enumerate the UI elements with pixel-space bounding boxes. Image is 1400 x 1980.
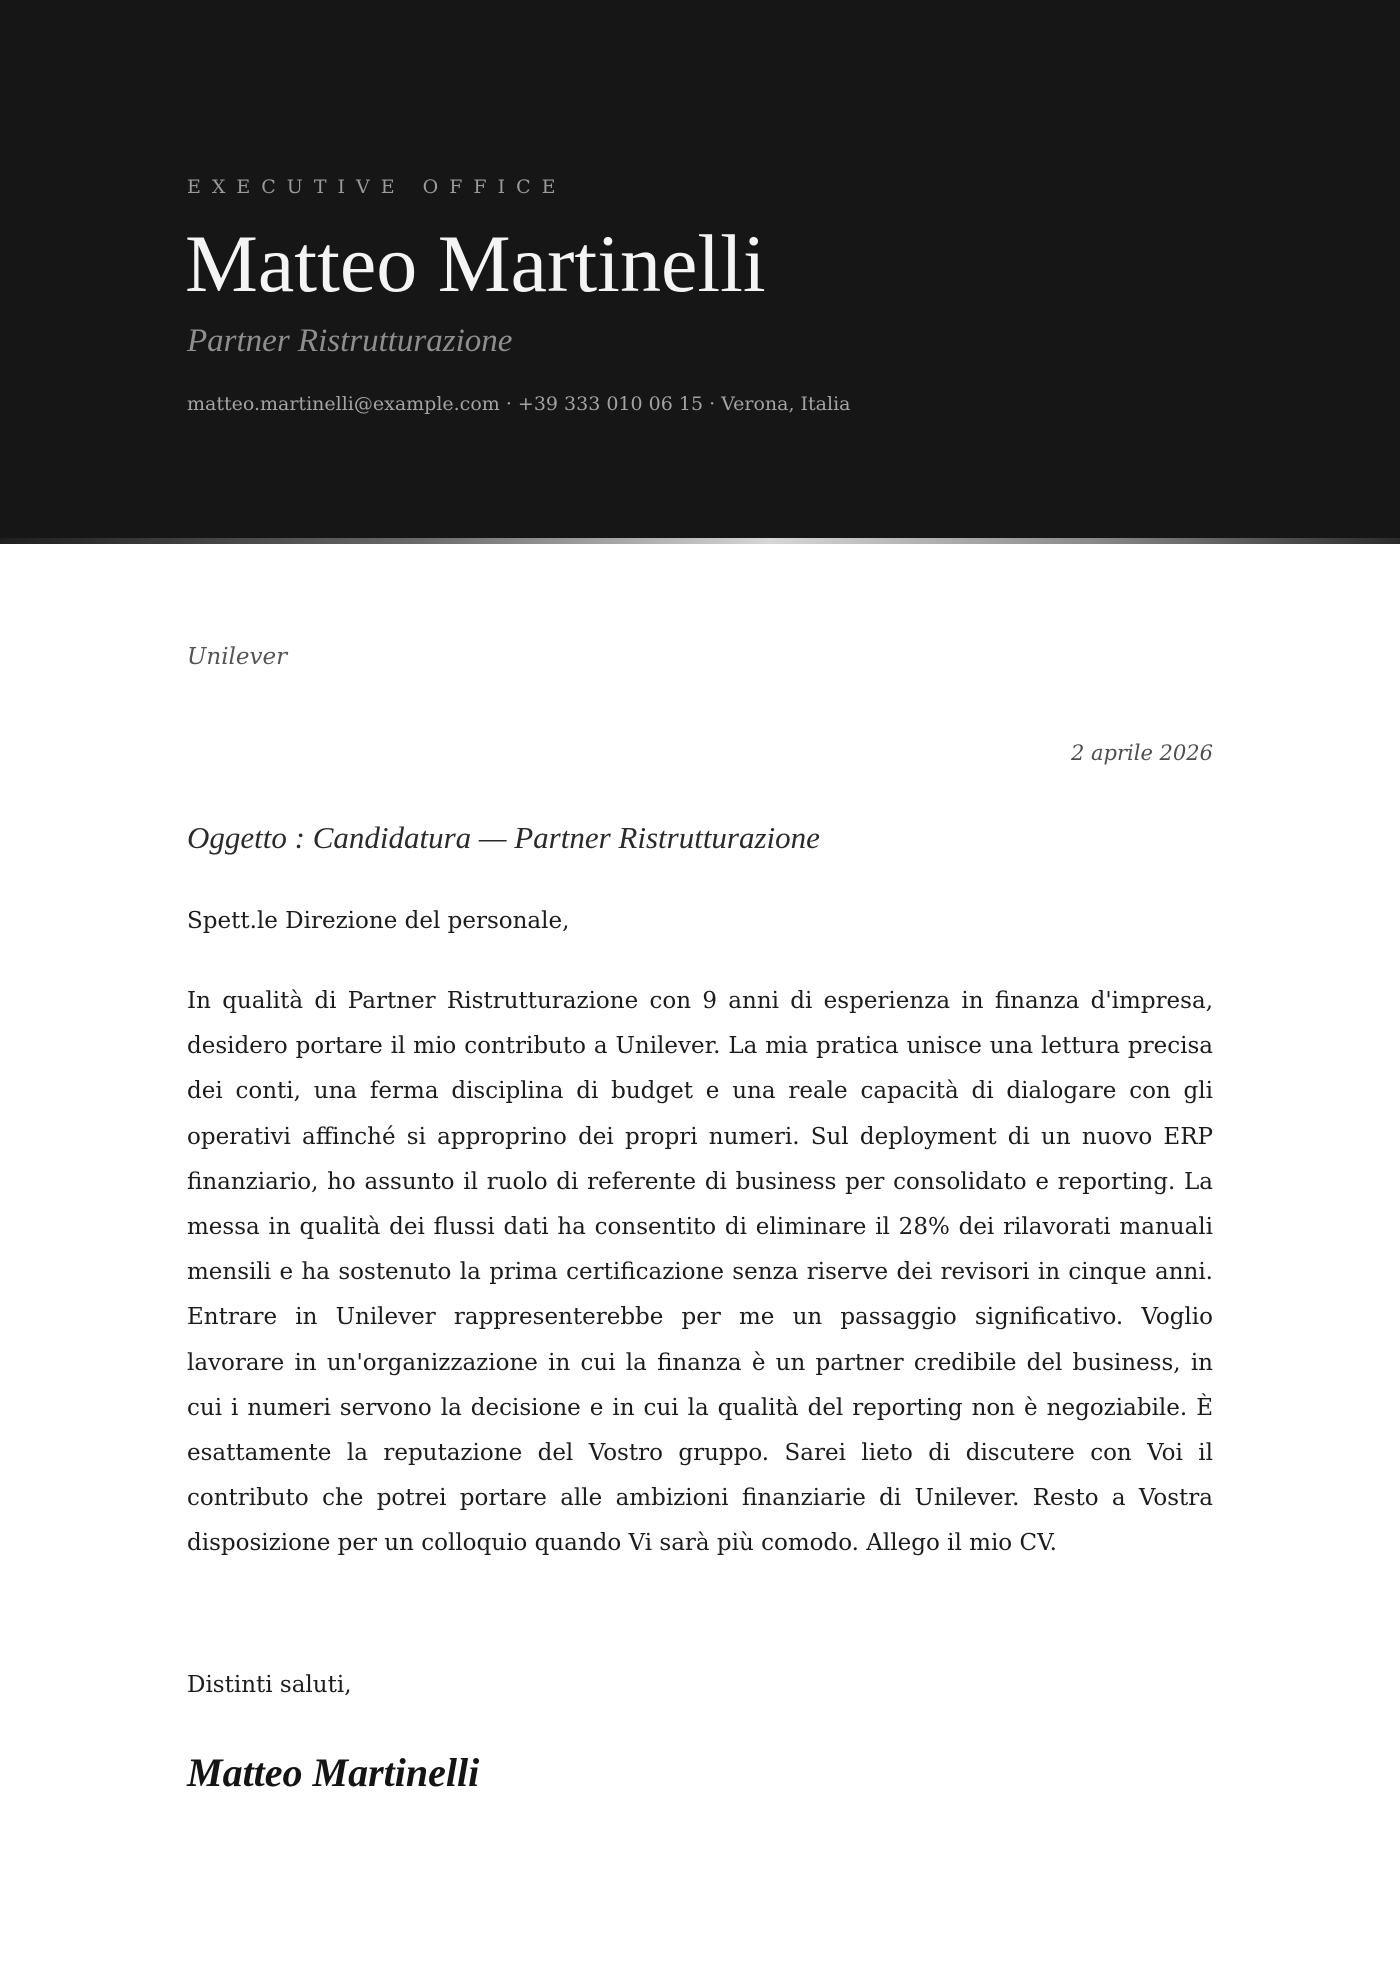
letterhead-header: [0, 0, 1400, 542]
letter-closing: Distinti saluti,: [187, 1672, 352, 1698]
letter-salutation: Spett.le Direzione del personale,: [187, 908, 570, 934]
header-divider: [0, 538, 1400, 544]
letter-body: In qualità di Partner Ristrutturazione con 9 anni di esperienza in finanza d'impresa, desidero portare il mio contributo a Unilever. La mia pratica unisce una lettura precisa dei conti, una ferma disciplina di budget e una reale capacità di dialogare con gli operativi affinché si approprino dei propri numeri. Sul deployment di un nuovo ERP finanziario, ho assunto il ruolo di referente di business per consolidato e reporting. La messa in qualità dei flussi dati ha consentito di eliminare il 28% dei rilavorati manuali mensili e ha sostenuto la prima certificazione senza riserve dei revisori in cinque anni. Entrare in Unilever rappresenterebbe per me un passaggio significativo. Voglio lavorare in un'organizzazione in cui la finanza è un partner credibile del business, in cui i numeri servono la decisione e in cui la qualità del reporting non è negoziabile. È esattamente la reputazione del Vostro gruppo. Sarei lieto di discutere con Voi il contributo che potrei portare alle ambizioni finanziarie di Unilever. Resto a Vostra disposizione per un colloquio quando Vi sarà più comodo. Allego il mio CV.: [187, 988, 1213, 1557]
letter-subject: Oggetto : Candidatura — Partner Ristrutturazione: [187, 820, 820, 855]
recipient-name: Unilever: [187, 644, 288, 670]
office-eyebrow: EXECUTIVE OFFICE: [187, 176, 567, 198]
signature: Matteo Martinelli: [187, 1750, 480, 1795]
letter-date: 2 aprile 2026: [1070, 741, 1213, 765]
sender-contact-line: matteo.martinelli@example.com · +39 333 010 06 15 · Verona, Italia: [187, 393, 851, 415]
sender-name: Matteo Martinelli: [185, 218, 766, 309]
sender-role: Partner Ristrutturazione: [187, 323, 513, 359]
